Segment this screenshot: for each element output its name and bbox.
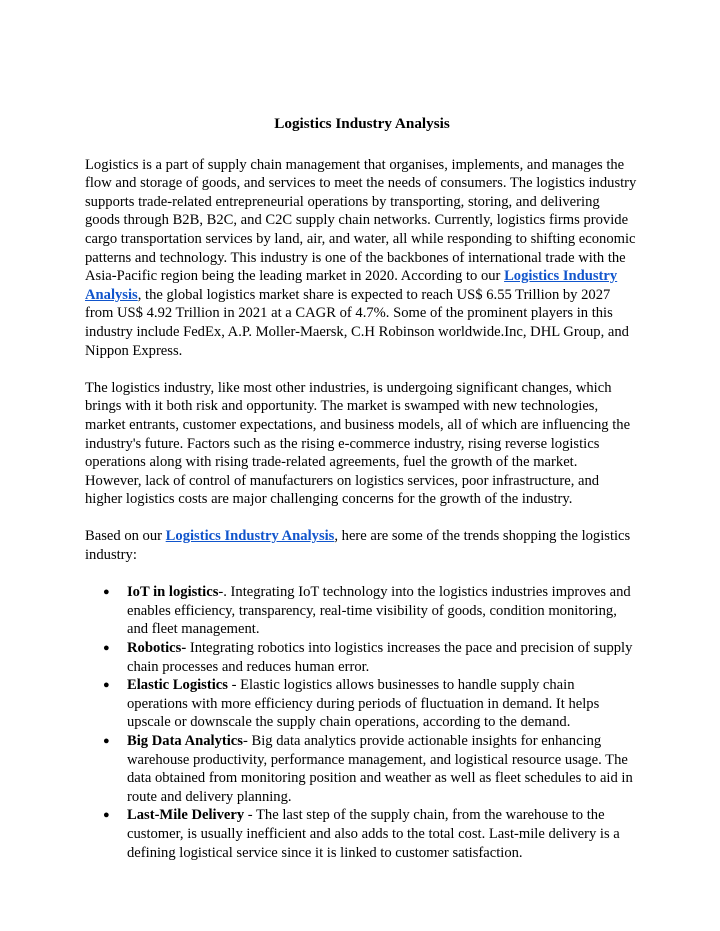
list-item [85,676,637,732]
intro-text-continued: , the global logistics market share is expected to reach US$ 6.55 Trillion by 2027 from US$ 4.92 Trillion in 2021 at a CAGR of 4.7%. Some of the prominent players in this industry include FedEx, A.P. Moller-Maersk, C.H Robinson worldwide.Inc, DHL Group, and Nippon Express. [85,286,629,359]
bullet-icon: ● [103,809,110,822]
intro-text: Logistics is a part of supply chain management that organises, implements, and manages the flow and storage of goods, and services to meet the needs of consumers. The logistics industry supports trade-related entrepreneurial operations by transporting, storing, and delivering goods through B2B, B2C, and C2C supply chain networks. Currently, logistics firms provide cargo transportation services by land, air, and water, all while responding to shifting economic patterns and technology. This industry is one of the backbones of international trade with the Asia-Pacific region being the leading market in 2020. According to our [85,156,637,285]
list-item [85,806,637,862]
list-item [85,639,637,676]
list-item [85,732,637,806]
trend-description: - Big data analytics provide actionable insights for enhancing warehouse productivity, performance management, and logistical resource usage. The data obtained from monitoring position and weather as well as fleet schedules to aid in route and delivery planning. [127,733,633,805]
intro-paragraph [85,156,637,361]
document-title: Logistics Industry Analysis [274,115,450,132]
trend-name: Big Data Analytics [127,733,243,749]
trend-description: Integrating robotics into logistics increases the pace and precision of supply chain processes and reduces human error. [127,640,633,675]
trend-name: IoT in logistics [127,584,219,601]
trend-description: - The last step of the supply chain, from the warehouse to the customer, is usually inefficient and also adds to the total cost. Last-mile delivery is a defining logistical service since it is linked to customer satisfaction. [127,807,620,861]
industry-changes-paragraph: The logistics industry, like most other industries, is undergoing significant changes, which brings with it both risk and opportunity. The market is swamped with new technologies, market entrants, customer expectations, and business models, all of which are influencing the industry's future. Factors such as the rising e-commerce industry, rising reverse logistics operations along with rising trade-related agreements, fuel the growth of the market. However, lack of control of manufacturers on logistics services, poor infrastructure, and higher logistics costs are major challenging concerns for the growth of the industry. [85,379,631,508]
trend-description: -. Integrating IoT technology into the logistics industries improves and enables efficiency, transparency, real-time visibility of goods, condition monitoring, and fleet management. [127,584,631,638]
trend-name: Last-Mile Delivery [127,807,245,824]
document-page [85,115,637,862]
trends-intro-text-continued: , here are some of the trends shopping the logistics industry: [85,528,631,564]
list-item [85,583,637,639]
bullet-icon: ● [103,735,110,747]
bullet-icon: ● [103,586,110,599]
logistics-analysis-link[interactable]: Logistics Industry Analysis [85,268,618,303]
trends-intro-text: Based on our [85,528,166,545]
trend-name: Elastic Logistics [127,677,228,694]
logistics-analysis-link-2[interactable]: Logistics Industry Analysis [165,528,335,545]
trends-intro-paragraph [85,527,637,564]
bullet-icon: ● [103,679,110,692]
trend-description: - Elastic logistics allows businesses to handle supply chain operations with more efficiency during periods of fluctuation in demand. It helps upscale or downscale the supply chain operations, according to the demand. [127,677,600,731]
trend-name: Robotics- [127,640,187,657]
trends-list [85,583,637,862]
bullet-icon: ● [103,642,110,655]
